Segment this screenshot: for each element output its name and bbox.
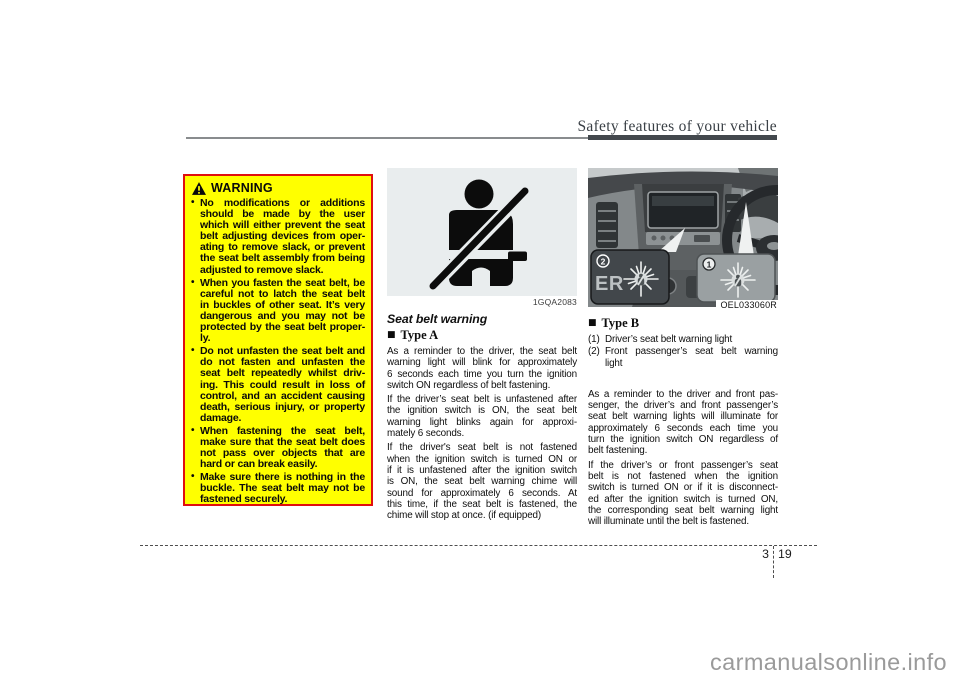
- text-line: When you fasten the seat belt, be: [200, 276, 365, 289]
- callout-2-number: 2: [600, 256, 606, 267]
- warning-title-row: [192, 181, 365, 195]
- text-line: if it is unfastened after the ignition switch: [387, 464, 577, 476]
- page-header-title: Safety features of your vehicle: [577, 118, 777, 135]
- seat-belt-person-icon: [387, 168, 577, 296]
- text-line: If the driver's seat belt is not fastened: [387, 442, 577, 454]
- image-code: OEL033060R: [716, 300, 778, 310]
- paragraph: [387, 394, 577, 439]
- dashboard-photo: [588, 168, 778, 310]
- text-line: the corresponding seat belt warning light: [588, 504, 778, 516]
- text-line: do not fasten and unfasten the: [200, 356, 365, 369]
- paragraph: [588, 460, 778, 528]
- text-line: buckle. The seat belt may not be: [200, 482, 365, 495]
- watermark-text: carmanualsonline.info: [709, 649, 947, 675]
- bullet-icon: •: [191, 197, 195, 208]
- text-line: mately 6 seconds.: [387, 428, 465, 440]
- text-line: ed after the ignition switch is turned ON,: [588, 493, 778, 505]
- callout-1-box: [697, 254, 775, 302]
- section-caption: Seat belt warning: [387, 312, 488, 326]
- warning-item-text: [200, 346, 365, 424]
- warning-item: [191, 472, 365, 505]
- text-line: seat belt warning lights will illuminate for: [588, 411, 778, 423]
- text-line: when the ignition switch is turned ON or: [387, 453, 577, 465]
- text-line: Do not unfasten the seat belt and: [200, 345, 365, 358]
- seat-belt-warning-section: [387, 168, 577, 524]
- text-line: adjusted to remove slack.: [200, 263, 324, 276]
- callout-1-number: 1: [706, 259, 712, 270]
- text-line: the seat belt assembly from being: [200, 252, 365, 265]
- text-line: hard or can break easily.: [200, 458, 318, 471]
- text-line: ly.: [200, 332, 211, 345]
- type-b-section: [588, 168, 778, 530]
- text-line: should be made by the user: [200, 208, 365, 221]
- text-line: fastened securely.: [200, 493, 288, 506]
- warning-item-text: [200, 472, 365, 505]
- text-line: this time, if the seat belt is fastened, the: [387, 498, 577, 510]
- warning-item-text: [200, 278, 365, 345]
- text-line: dangerous and you may not be: [200, 309, 365, 322]
- footer-vertical-dashed-line: [773, 546, 774, 578]
- text-line: Driver’s seat belt warning light: [605, 334, 733, 345]
- footer-dashed-line: [140, 545, 817, 546]
- text-line: Front passenger’s seat belt warning: [605, 346, 778, 358]
- page-number: 19: [778, 547, 792, 561]
- text-line: If the driver’s or front passenger’s seat: [588, 459, 778, 471]
- text-line: death, serious injury, or property: [200, 400, 365, 413]
- chapter-number: 3: [762, 547, 769, 561]
- bullet-icon: •: [191, 345, 195, 357]
- type-b-label: Type B: [601, 316, 640, 330]
- text-line: careful not to latch the seat belt: [200, 287, 365, 300]
- paragraph: [387, 442, 577, 521]
- text-line: warning light blinks again for approxi-: [387, 416, 577, 428]
- paragraph: [387, 346, 577, 391]
- dashboard-illustration: [588, 168, 778, 307]
- text-line: switch ON regardless of belt fastening.: [387, 379, 551, 391]
- bullet-icon: •: [191, 471, 195, 483]
- text-line: Make sure there is nothing in the: [200, 471, 365, 484]
- warning-box: [183, 174, 373, 506]
- text-line: not pass over objects that are: [200, 447, 365, 460]
- text-line: damage.: [200, 411, 242, 424]
- seat-belt-warning-pictogram: [387, 168, 577, 296]
- text-line: will illuminate until the belt is fastened.: [588, 516, 749, 528]
- text-line: approximately 6 seconds each time you: [588, 422, 778, 434]
- warning-title: WARNING: [211, 181, 273, 195]
- text-line: belt adjusting devices from oper-: [200, 230, 365, 243]
- warning-items: [191, 198, 365, 506]
- text-line: No modifications or additions: [200, 197, 365, 209]
- paragraph: [588, 389, 778, 457]
- text-line: the ignition switch is ON, the seat belt: [387, 405, 577, 417]
- display-text-fragment: ER: [595, 273, 624, 295]
- text-line: belt fastening.: [588, 445, 648, 457]
- text-line: is ON, the seat belt warning chime will: [387, 476, 577, 488]
- text-line: ing. This could result in loss of: [200, 378, 365, 391]
- type-b-paragraphs: [588, 389, 778, 528]
- text-line: seat belt repeatedly whilst driv-: [200, 367, 365, 380]
- text-line: which will either prevent the seat: [200, 219, 365, 232]
- bullet-icon: •: [191, 424, 195, 436]
- type-a-heading: [387, 328, 577, 343]
- square-bullet-icon: ■: [588, 318, 597, 328]
- text-line: make sure that the seat belt does: [200, 435, 365, 448]
- text-line: As a reminder to the driver and front pas-: [588, 388, 778, 400]
- text-line: protected by the seat belt proper-: [200, 321, 365, 334]
- numbered-item: [588, 334, 778, 345]
- warning-item: [191, 198, 365, 276]
- text-line: control, and an accident causing: [200, 389, 365, 402]
- item-number: (1): [588, 334, 600, 345]
- type-b-legend-list: [588, 334, 778, 369]
- text-line: warning light will blink for approximately: [387, 357, 577, 369]
- image-code: 1GQA2083: [532, 297, 577, 307]
- type-a-paragraphs: [387, 346, 577, 521]
- text-line: When fastening the seat belt,: [200, 424, 365, 437]
- callout-2-box: [591, 250, 669, 304]
- item-text: [605, 346, 778, 369]
- type-a-label: Type A: [400, 328, 439, 342]
- warning-item-text: [200, 198, 365, 276]
- header-rule-thin: [186, 137, 588, 139]
- numbered-item: [588, 346, 778, 369]
- text-line: in buckles of other seat. It’s very: [200, 298, 365, 311]
- text-line: 6 seconds each time you turn the ignition: [387, 368, 577, 380]
- warning-item: [191, 426, 365, 470]
- text-line: belt is not fastened when the ignition: [588, 470, 778, 482]
- header-rule-thick: [588, 135, 777, 140]
- item-text: [605, 334, 778, 345]
- warning-triangle-icon: [192, 182, 206, 195]
- text-line: If the driver’s seat belt is unfastened after: [387, 394, 577, 406]
- text-line: switch is turned ON or if it is disconnect-: [588, 482, 778, 494]
- bullet-icon: •: [191, 276, 195, 288]
- text-line: ating to remove slack, or prevent: [200, 241, 365, 254]
- type-b-heading: [588, 316, 778, 331]
- text-line: turn the ignition switch ON regardless of: [588, 434, 778, 446]
- text-line: senger, the driver’s and front passenger’s: [588, 400, 778, 412]
- item-number: (2): [588, 346, 600, 358]
- warning-item-text: [200, 426, 365, 470]
- square-bullet-icon: ■: [387, 330, 396, 340]
- text-line: sound for approximately 6 seconds. At: [387, 487, 577, 499]
- text-line: As a reminder to the driver, the seat belt: [387, 346, 577, 357]
- warning-item: [191, 278, 365, 345]
- warning-item: [191, 346, 365, 424]
- text-line: chime will stop at once. (if equipped): [387, 510, 542, 522]
- text-line: light: [605, 357, 623, 369]
